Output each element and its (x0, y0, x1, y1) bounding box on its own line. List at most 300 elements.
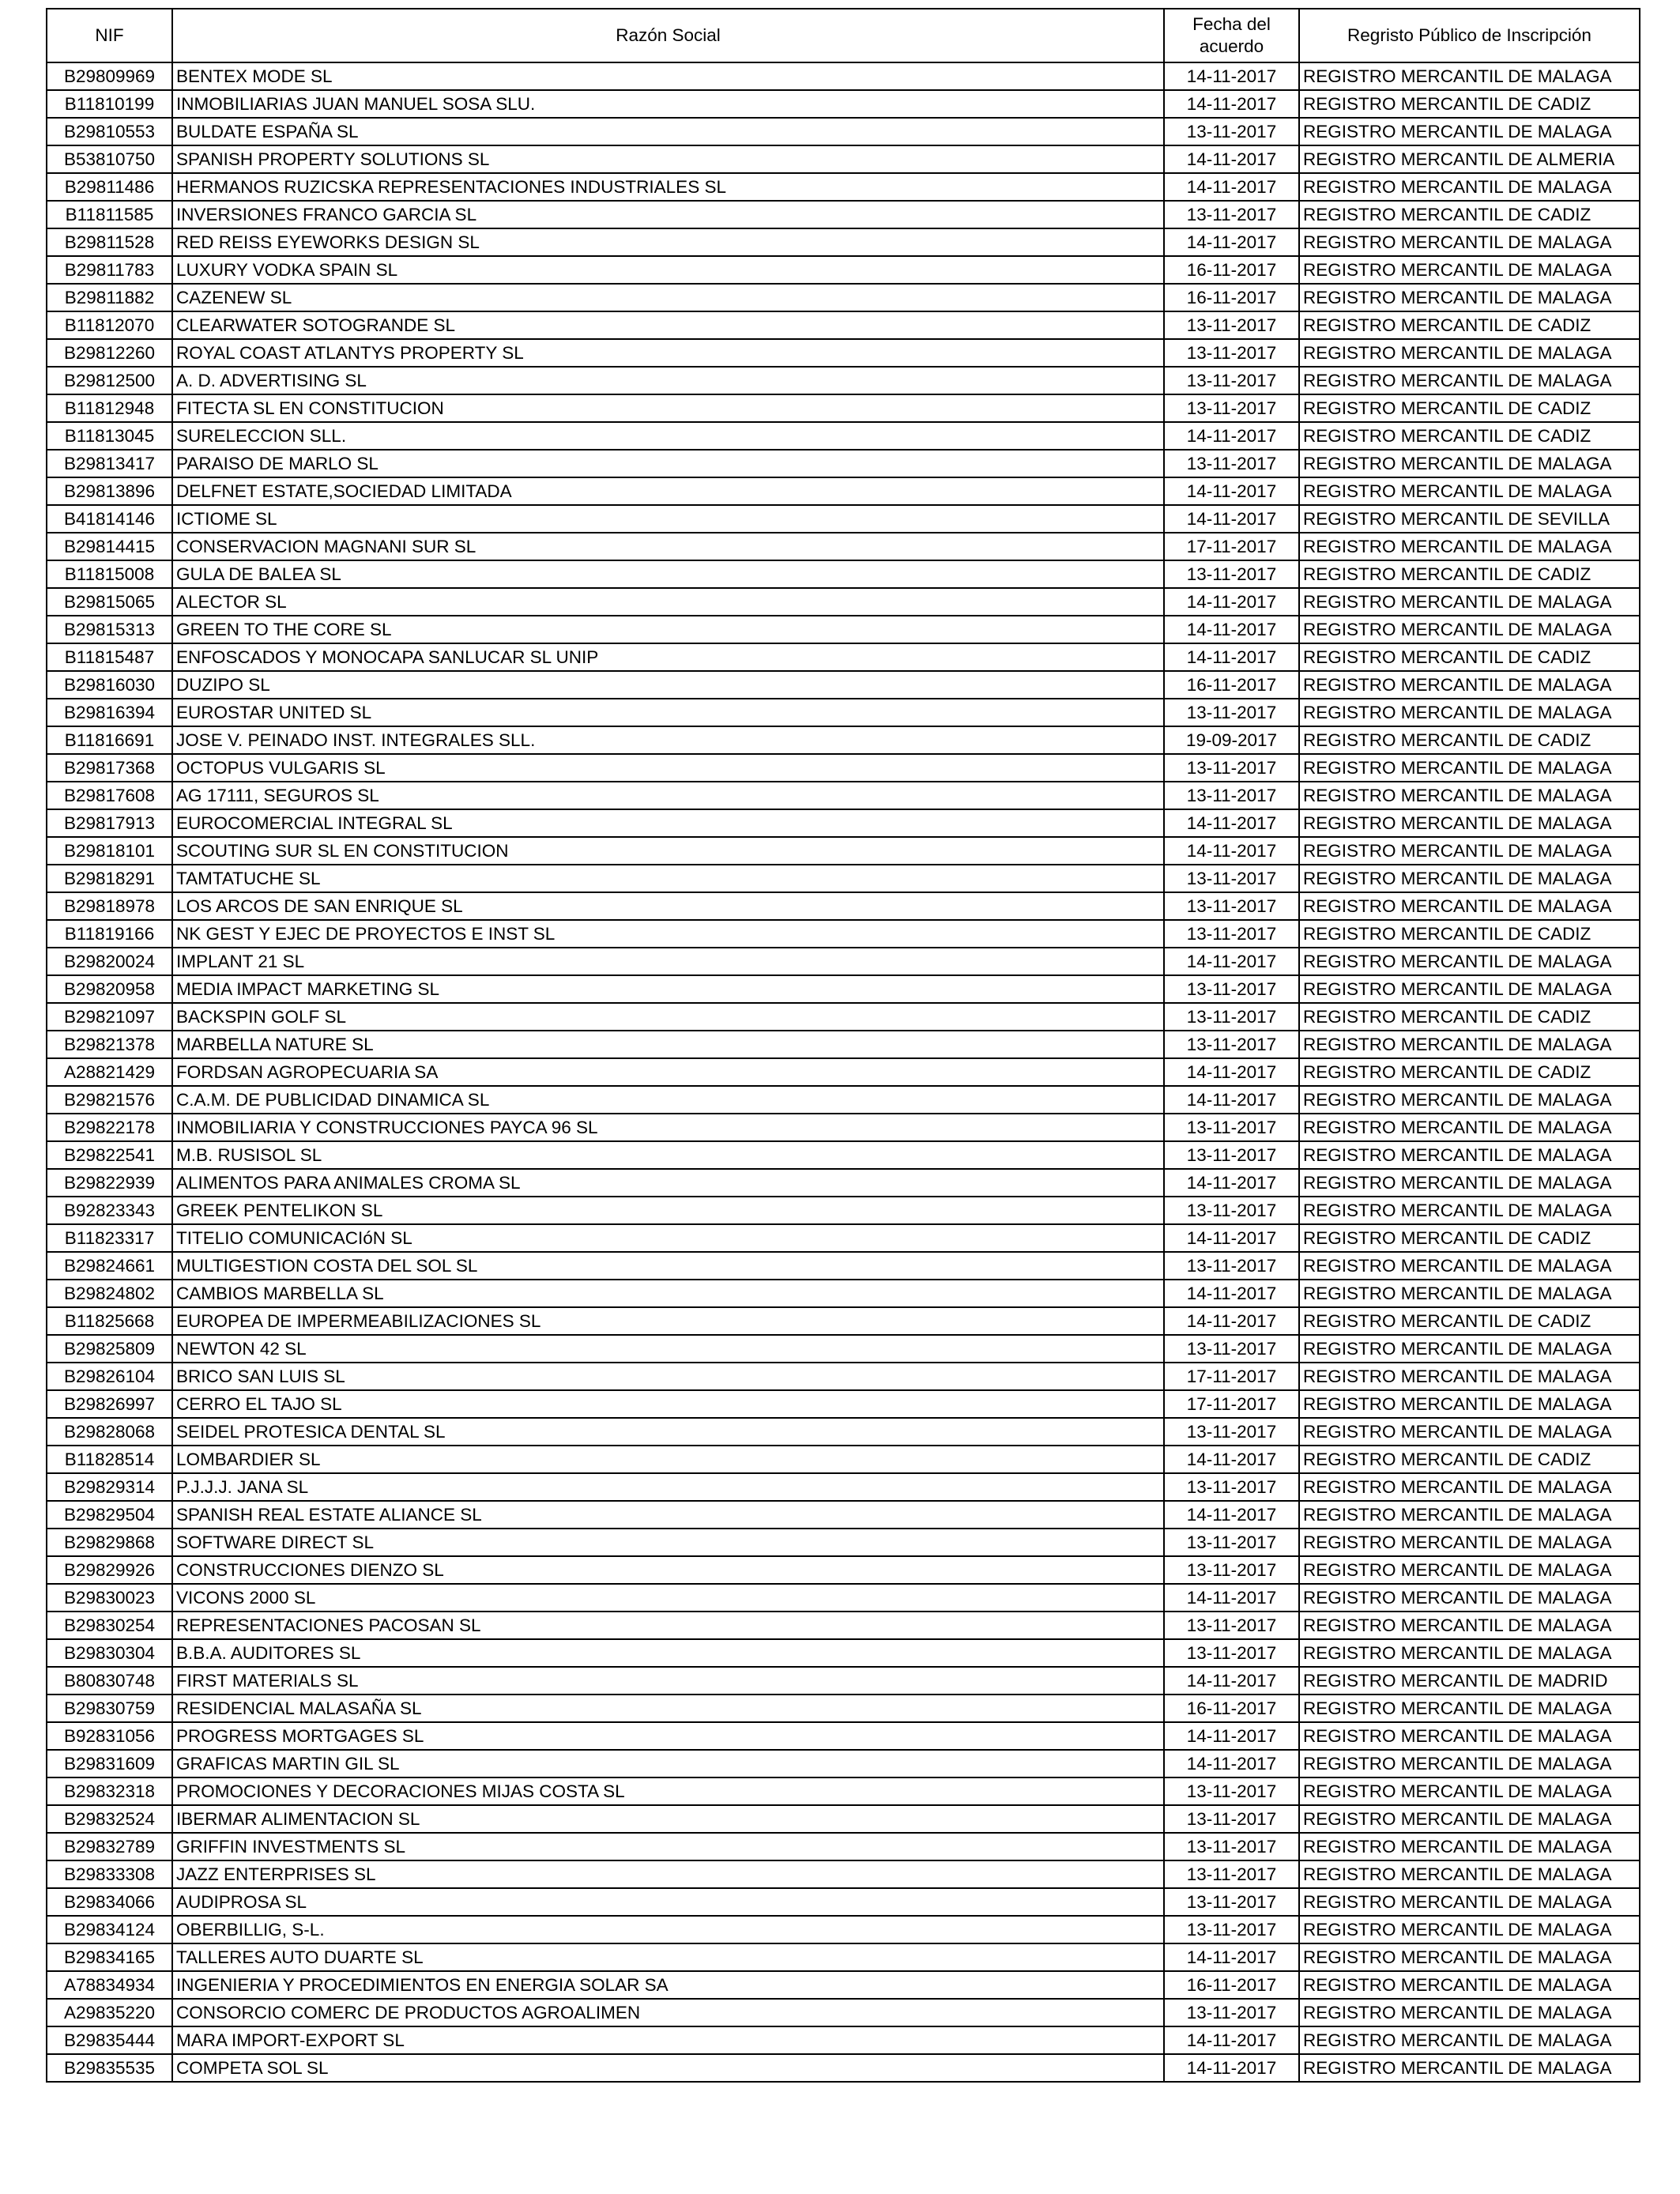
header-fecha: Fecha del acuerdo (1164, 9, 1299, 62)
table-row (47, 284, 1640, 311)
razon-social-cell: OBERBILLIG, S-L. (172, 1916, 1164, 1943)
table-row (47, 920, 1640, 948)
razon-social-cell: REPRESENTACIONES PACOSAN SL (172, 1612, 1164, 1639)
registro-cell: REGISTRO MERCANTIL DE MALAGA (1299, 892, 1640, 920)
fecha-cell: 14-11-2017 (1164, 145, 1299, 173)
registro-cell: REGISTRO MERCANTIL DE MALAGA (1299, 339, 1640, 367)
razon-social-cell: GRAFICAS MARTIN GIL SL (172, 1750, 1164, 1777)
table-row (47, 892, 1640, 920)
razon-social-cell: DUZIPO SL (172, 671, 1164, 699)
nif-cell: B29815065 (47, 588, 172, 616)
table-row (47, 1667, 1640, 1695)
nif-cell: B11815008 (47, 560, 172, 588)
fecha-cell: 14-11-2017 (1164, 1584, 1299, 1612)
nif-cell: B29816030 (47, 671, 172, 699)
fecha-cell: 14-11-2017 (1164, 1501, 1299, 1529)
fecha-cell: 14-11-2017 (1164, 2026, 1299, 2054)
nif-cell: B29834165 (47, 1943, 172, 1971)
razon-social-cell: FIRST MATERIALS SL (172, 1667, 1164, 1695)
nif-cell: A28821429 (47, 1058, 172, 1086)
razon-social-cell: ALECTOR SL (172, 588, 1164, 616)
nif-cell: B29811528 (47, 228, 172, 256)
fecha-cell: 13-11-2017 (1164, 975, 1299, 1003)
table-row (47, 1999, 1640, 2026)
table-row (47, 616, 1640, 643)
registro-cell: REGISTRO MERCANTIL DE MALAGA (1299, 1086, 1640, 1114)
razon-social-cell: LUXURY VODKA SPAIN SL (172, 256, 1164, 284)
razon-social-cell: MARBELLA NATURE SL (172, 1031, 1164, 1058)
registro-cell: REGISTRO MERCANTIL DE MALAGA (1299, 1860, 1640, 1888)
razon-social-cell: CLEARWATER SOTOGRANDE SL (172, 311, 1164, 339)
registro-cell: REGISTRO MERCANTIL DE MALAGA (1299, 2026, 1640, 2054)
razon-social-cell: INGENIERIA Y PROCEDIMIENTOS EN ENERGIA SOLAR SA (172, 1971, 1164, 1999)
fecha-cell: 14-11-2017 (1164, 837, 1299, 865)
fecha-cell: 13-11-2017 (1164, 118, 1299, 145)
table-row (47, 477, 1640, 505)
nif-cell: B29828068 (47, 1418, 172, 1446)
fecha-cell: 13-11-2017 (1164, 1141, 1299, 1169)
razon-social-cell: BACKSPIN GOLF SL (172, 1003, 1164, 1031)
razon-social-cell: LOS ARCOS DE SAN ENRIQUE SL (172, 892, 1164, 920)
fecha-cell: 14-11-2017 (1164, 505, 1299, 533)
table-header (47, 9, 1640, 62)
registro-cell: REGISTRO MERCANTIL DE CADIZ (1299, 394, 1640, 422)
header-row (47, 9, 1640, 62)
fecha-cell: 16-11-2017 (1164, 256, 1299, 284)
nif-cell: B29822939 (47, 1169, 172, 1197)
table-row (47, 1446, 1640, 1473)
nif-cell: B29811882 (47, 284, 172, 311)
table-row (47, 1777, 1640, 1805)
registro-cell: REGISTRO MERCANTIL DE MALAGA (1299, 1805, 1640, 1833)
registro-cell: REGISTRO MERCANTIL DE MALAGA (1299, 1750, 1640, 1777)
table-row (47, 118, 1640, 145)
table-row (47, 1473, 1640, 1501)
registro-cell: REGISTRO MERCANTIL DE MALAGA (1299, 1722, 1640, 1750)
table-row (47, 560, 1640, 588)
fecha-cell: 13-11-2017 (1164, 1777, 1299, 1805)
fecha-cell: 13-11-2017 (1164, 1529, 1299, 1556)
registro-cell: REGISTRO MERCANTIL DE MALAGA (1299, 1612, 1640, 1639)
registro-cell: REGISTRO MERCANTIL DE MALAGA (1299, 754, 1640, 782)
table-row (47, 1224, 1640, 1252)
table-row (47, 726, 1640, 754)
nif-cell: B29820024 (47, 948, 172, 975)
table-row (47, 1695, 1640, 1722)
registro-cell: REGISTRO MERCANTIL DE CADIZ (1299, 1003, 1640, 1031)
razon-social-cell: GREEK PENTELIKON SL (172, 1197, 1164, 1224)
fecha-cell: 13-11-2017 (1164, 339, 1299, 367)
nif-cell: B11828514 (47, 1446, 172, 1473)
table-row (47, 145, 1640, 173)
table-row (47, 311, 1640, 339)
registro-cell: REGISTRO MERCANTIL DE MALAGA (1299, 284, 1640, 311)
table-row (47, 1529, 1640, 1556)
razon-social-cell: ENFOSCADOS Y MONOCAPA SANLUCAR SL UNIP (172, 643, 1164, 671)
razon-social-cell: OCTOPUS VULGARIS SL (172, 754, 1164, 782)
razon-social-cell: SPANISH PROPERTY SOLUTIONS SL (172, 145, 1164, 173)
fecha-cell: 13-11-2017 (1164, 450, 1299, 477)
fecha-cell: 14-11-2017 (1164, 1750, 1299, 1777)
nif-cell: B29834124 (47, 1916, 172, 1943)
registro-cell: REGISTRO MERCANTIL DE MALAGA (1299, 809, 1640, 837)
registro-cell: REGISTRO MERCANTIL DE MALAGA (1299, 1141, 1640, 1169)
nif-cell: B29833308 (47, 1860, 172, 1888)
nif-cell: B29816394 (47, 699, 172, 726)
registro-cell: REGISTRO MERCANTIL DE MALAGA (1299, 1529, 1640, 1556)
nif-cell: B29830254 (47, 1612, 172, 1639)
nif-cell: B11813045 (47, 422, 172, 450)
fecha-cell: 14-11-2017 (1164, 2054, 1299, 2082)
fecha-cell: 14-11-2017 (1164, 1667, 1299, 1695)
registro-cell: REGISTRO MERCANTIL DE MALAGA (1299, 1418, 1640, 1446)
razon-social-cell: TITELIO COMUNICACIóN SL (172, 1224, 1164, 1252)
razon-social-cell: P.J.J.J. JANA SL (172, 1473, 1164, 1501)
table-row (47, 1307, 1640, 1335)
fecha-cell: 19-09-2017 (1164, 726, 1299, 754)
table-row (47, 394, 1640, 422)
table-row (47, 1086, 1640, 1114)
razon-social-cell: FITECTA SL EN CONSTITUCION (172, 394, 1164, 422)
fecha-cell: 14-11-2017 (1164, 422, 1299, 450)
table-row (47, 837, 1640, 865)
registro-cell: REGISTRO MERCANTIL DE MALAGA (1299, 975, 1640, 1003)
razon-social-cell: CONSTRUCCIONES DIENZO SL (172, 1556, 1164, 1584)
fecha-cell: 13-11-2017 (1164, 394, 1299, 422)
table-row (47, 975, 1640, 1003)
table-row (47, 228, 1640, 256)
nif-cell: B29835535 (47, 2054, 172, 2082)
fecha-cell: 16-11-2017 (1164, 1695, 1299, 1722)
razon-social-cell: RED REISS EYEWORKS DESIGN SL (172, 228, 1164, 256)
fecha-cell: 14-11-2017 (1164, 62, 1299, 90)
table-row (47, 948, 1640, 975)
razon-social-cell: GRIFFIN INVESTMENTS SL (172, 1833, 1164, 1860)
razon-social-cell: NEWTON 42 SL (172, 1335, 1164, 1363)
fecha-cell: 14-11-2017 (1164, 616, 1299, 643)
nif-cell: B29818978 (47, 892, 172, 920)
fecha-cell: 13-11-2017 (1164, 920, 1299, 948)
nif-cell: B29835444 (47, 2026, 172, 2054)
registro-cell: REGISTRO MERCANTIL DE CADIZ (1299, 920, 1640, 948)
fecha-cell: 13-11-2017 (1164, 1418, 1299, 1446)
razon-social-cell: CONSORCIO COMERC DE PRODUCTOS AGROALIMEN (172, 1999, 1164, 2026)
registro-cell: REGISTRO MERCANTIL DE MALAGA (1299, 1363, 1640, 1390)
table-row (47, 201, 1640, 228)
table-row (47, 754, 1640, 782)
nif-cell: B29826997 (47, 1390, 172, 1418)
fecha-cell: 13-11-2017 (1164, 1556, 1299, 1584)
fecha-cell: 13-11-2017 (1164, 1335, 1299, 1363)
registro-cell: REGISTRO MERCANTIL DE CADIZ (1299, 201, 1640, 228)
registro-cell: REGISTRO MERCANTIL DE MALAGA (1299, 173, 1640, 201)
registro-cell: REGISTRO MERCANTIL DE MALAGA (1299, 256, 1640, 284)
fecha-cell: 13-11-2017 (1164, 1860, 1299, 1888)
table-row (47, 2054, 1640, 2082)
razon-social-cell: AUDIPROSA SL (172, 1888, 1164, 1916)
fecha-cell: 14-11-2017 (1164, 643, 1299, 671)
header-nif: NIF (47, 9, 172, 62)
nif-cell: B29811783 (47, 256, 172, 284)
nif-cell: B29834066 (47, 1888, 172, 1916)
fecha-cell: 13-11-2017 (1164, 892, 1299, 920)
registro-cell: REGISTRO MERCANTIL DE MALAGA (1299, 1971, 1640, 1999)
razon-social-cell: MEDIA IMPACT MARKETING SL (172, 975, 1164, 1003)
fecha-cell: 14-11-2017 (1164, 228, 1299, 256)
registro-cell: REGISTRO MERCANTIL DE MALAGA (1299, 2054, 1640, 2082)
razon-social-cell: SCOUTING SUR SL EN CONSTITUCION (172, 837, 1164, 865)
nif-cell: B11812948 (47, 394, 172, 422)
nif-cell: B11811585 (47, 201, 172, 228)
registro-cell: REGISTRO MERCANTIL DE MADRID (1299, 1667, 1640, 1695)
fecha-cell: 14-11-2017 (1164, 809, 1299, 837)
nif-cell: B29820958 (47, 975, 172, 1003)
nif-cell: B29829314 (47, 1473, 172, 1501)
nif-cell: B11825668 (47, 1307, 172, 1335)
table-row (47, 1363, 1640, 1390)
nif-cell: B29810553 (47, 118, 172, 145)
fecha-cell: 13-11-2017 (1164, 1639, 1299, 1667)
table-row (47, 1833, 1640, 1860)
nif-cell: B29831609 (47, 1750, 172, 1777)
registro-cell: REGISTRO MERCANTIL DE MALAGA (1299, 1197, 1640, 1224)
nif-cell: B29822178 (47, 1114, 172, 1141)
razon-social-cell: PROMOCIONES Y DECORACIONES MIJAS COSTA SL (172, 1777, 1164, 1805)
razon-social-cell: CERRO EL TAJO SL (172, 1390, 1164, 1418)
nif-cell: B29832524 (47, 1805, 172, 1833)
razon-social-cell: ROYAL COAST ATLANTYS PROPERTY SL (172, 339, 1164, 367)
registro-cell: REGISTRO MERCANTIL DE MALAGA (1299, 1169, 1640, 1197)
nif-cell: B29829868 (47, 1529, 172, 1556)
razon-social-cell: INVERSIONES FRANCO GARCIA SL (172, 201, 1164, 228)
fecha-cell: 14-11-2017 (1164, 1943, 1299, 1971)
razon-social-cell: HERMANOS RUZICSKA REPRESENTACIONES INDUSTRIALES SL (172, 173, 1164, 201)
table-row (47, 1141, 1640, 1169)
nif-cell: B29811486 (47, 173, 172, 201)
table-row (47, 643, 1640, 671)
fecha-cell: 14-11-2017 (1164, 477, 1299, 505)
fecha-cell: 13-11-2017 (1164, 699, 1299, 726)
table-row (47, 1916, 1640, 1943)
fecha-cell: 16-11-2017 (1164, 1971, 1299, 1999)
registro-cell: REGISTRO MERCANTIL DE MALAGA (1299, 1252, 1640, 1280)
razon-social-cell: NK GEST Y EJEC DE PROYECTOS E INST SL (172, 920, 1164, 948)
registro-cell: REGISTRO MERCANTIL DE MALAGA (1299, 1833, 1640, 1860)
razon-social-cell: BRICO SAN LUIS SL (172, 1363, 1164, 1390)
registro-cell: REGISTRO MERCANTIL DE MALAGA (1299, 477, 1640, 505)
registro-cell: REGISTRO MERCANTIL DE CADIZ (1299, 1307, 1640, 1335)
nif-cell: B29821378 (47, 1031, 172, 1058)
razon-social-cell: EUROPEA DE IMPERMEABILIZACIONES SL (172, 1307, 1164, 1335)
nif-cell: B41814146 (47, 505, 172, 533)
table-row (47, 1390, 1640, 1418)
fecha-cell: 13-11-2017 (1164, 1473, 1299, 1501)
registro-cell: REGISTRO MERCANTIL DE MALAGA (1299, 533, 1640, 560)
fecha-cell: 13-11-2017 (1164, 865, 1299, 892)
fecha-cell: 16-11-2017 (1164, 671, 1299, 699)
razon-social-cell: JOSE V. PEINADO INST. INTEGRALES SLL. (172, 726, 1164, 754)
nif-cell: B29817913 (47, 809, 172, 837)
fecha-cell: 17-11-2017 (1164, 1390, 1299, 1418)
nif-cell: B92831056 (47, 1722, 172, 1750)
nif-cell: B29830759 (47, 1695, 172, 1722)
nif-cell: B29824661 (47, 1252, 172, 1280)
fecha-cell: 14-11-2017 (1164, 90, 1299, 118)
table-row (47, 1722, 1640, 1750)
fecha-cell: 14-11-2017 (1164, 1446, 1299, 1473)
nif-cell: B11816691 (47, 726, 172, 754)
nif-cell: A29835220 (47, 1999, 172, 2026)
table-row (47, 422, 1640, 450)
registro-cell: REGISTRO MERCANTIL DE MALAGA (1299, 1114, 1640, 1141)
fecha-cell: 14-11-2017 (1164, 1169, 1299, 1197)
table-row (47, 671, 1640, 699)
razon-social-cell: EUROCOMERCIAL INTEGRAL SL (172, 809, 1164, 837)
razon-social-cell: IMPLANT 21 SL (172, 948, 1164, 975)
nif-cell: B11810199 (47, 90, 172, 118)
razon-social-cell: GREEN TO THE CORE SL (172, 616, 1164, 643)
nif-cell: B29830023 (47, 1584, 172, 1612)
registro-cell: REGISTRO MERCANTIL DE MALAGA (1299, 1777, 1640, 1805)
table-row (47, 809, 1640, 837)
razon-social-cell: COMPETA SOL SL (172, 2054, 1164, 2082)
registro-cell: REGISTRO MERCANTIL DE MALAGA (1299, 1695, 1640, 1722)
nif-cell: B29825809 (47, 1335, 172, 1363)
razon-social-cell: A. D. ADVERTISING SL (172, 367, 1164, 394)
table-row (47, 588, 1640, 616)
table-row (47, 699, 1640, 726)
razon-social-cell: CAZENEW SL (172, 284, 1164, 311)
header-registro: Regristo Público de Inscripción (1299, 9, 1640, 62)
razon-social-cell: SPANISH REAL ESTATE ALIANCE SL (172, 1501, 1164, 1529)
fecha-cell: 13-11-2017 (1164, 1999, 1299, 2026)
table-row (47, 2026, 1640, 2054)
fecha-cell: 14-11-2017 (1164, 173, 1299, 201)
razon-social-cell: MARA IMPORT-EXPORT SL (172, 2026, 1164, 2054)
table-row (47, 1943, 1640, 1971)
fecha-cell: 14-11-2017 (1164, 1280, 1299, 1307)
fecha-cell: 13-11-2017 (1164, 1805, 1299, 1833)
table-row (47, 1584, 1640, 1612)
fecha-cell: 13-11-2017 (1164, 201, 1299, 228)
registro-cell: REGISTRO MERCANTIL DE MALAGA (1299, 837, 1640, 865)
table-row (47, 1169, 1640, 1197)
nif-cell: B29815313 (47, 616, 172, 643)
registro-cell: REGISTRO MERCANTIL DE MALAGA (1299, 118, 1640, 145)
table-body (47, 62, 1640, 2082)
registro-cell: REGISTRO MERCANTIL DE MALAGA (1299, 948, 1640, 975)
registro-cell: REGISTRO MERCANTIL DE MALAGA (1299, 1473, 1640, 1501)
nif-cell: B29818101 (47, 837, 172, 865)
razon-social-cell: M.B. RUSISOL SL (172, 1141, 1164, 1169)
razon-social-cell: CONSERVACION MAGNANI SUR SL (172, 533, 1164, 560)
fecha-cell: 13-11-2017 (1164, 1031, 1299, 1058)
table-row (47, 1860, 1640, 1888)
registro-cell: REGISTRO MERCANTIL DE MALAGA (1299, 1280, 1640, 1307)
registry-table (46, 8, 1640, 2083)
table-row (47, 865, 1640, 892)
nif-cell: B80830748 (47, 1667, 172, 1695)
nif-cell: B92823343 (47, 1197, 172, 1224)
table-row (47, 367, 1640, 394)
registro-cell: REGISTRO MERCANTIL DE ALMERIA (1299, 145, 1640, 173)
table-row (47, 782, 1640, 809)
table-row (47, 1197, 1640, 1224)
nif-cell: B29813417 (47, 450, 172, 477)
razon-social-cell: TAMTATUCHE SL (172, 865, 1164, 892)
registro-cell: REGISTRO MERCANTIL DE MALAGA (1299, 228, 1640, 256)
table-row (47, 256, 1640, 284)
table-row (47, 1280, 1640, 1307)
razon-social-cell: BULDATE ESPAÑA SL (172, 118, 1164, 145)
razon-social-cell: RESIDENCIAL MALASAÑA SL (172, 1695, 1164, 1722)
fecha-cell: 14-11-2017 (1164, 1722, 1299, 1750)
table-row (47, 1031, 1640, 1058)
registro-cell: REGISTRO MERCANTIL DE SEVILLA (1299, 505, 1640, 533)
fecha-cell: 17-11-2017 (1164, 1363, 1299, 1390)
table-row (47, 1750, 1640, 1777)
fecha-cell: 13-11-2017 (1164, 1197, 1299, 1224)
fecha-cell: 16-11-2017 (1164, 284, 1299, 311)
fecha-cell: 13-11-2017 (1164, 560, 1299, 588)
razon-social-cell: INMOBILIARIAS JUAN MANUEL SOSA SLU. (172, 90, 1164, 118)
nif-cell: B29821576 (47, 1086, 172, 1114)
fecha-cell: 14-11-2017 (1164, 1086, 1299, 1114)
nif-cell: B29812500 (47, 367, 172, 394)
nif-cell: B29824802 (47, 1280, 172, 1307)
fecha-cell: 13-11-2017 (1164, 1888, 1299, 1916)
registro-cell: REGISTRO MERCANTIL DE MALAGA (1299, 1943, 1640, 1971)
nif-cell: B29832789 (47, 1833, 172, 1860)
fecha-cell: 13-11-2017 (1164, 367, 1299, 394)
table-row (47, 1058, 1640, 1086)
table-row (47, 1501, 1640, 1529)
nif-cell: B29826104 (47, 1363, 172, 1390)
table-row (47, 533, 1640, 560)
fecha-cell: 13-11-2017 (1164, 1003, 1299, 1031)
nif-cell: B11812070 (47, 311, 172, 339)
nif-cell: B29814415 (47, 533, 172, 560)
header-razon-social: Razón Social (172, 9, 1164, 62)
razon-social-cell: INMOBILIARIA Y CONSTRUCCIONES PAYCA 96 SL (172, 1114, 1164, 1141)
registro-cell: REGISTRO MERCANTIL DE MALAGA (1299, 699, 1640, 726)
fecha-cell: 13-11-2017 (1164, 1612, 1299, 1639)
registro-cell: REGISTRO MERCANTIL DE MALAGA (1299, 367, 1640, 394)
fecha-cell: 13-11-2017 (1164, 1252, 1299, 1280)
registro-cell: REGISTRO MERCANTIL DE MALAGA (1299, 450, 1640, 477)
nif-cell: B29832318 (47, 1777, 172, 1805)
razon-social-cell: VICONS 2000 SL (172, 1584, 1164, 1612)
razon-social-cell: ICTIOME SL (172, 505, 1164, 533)
registro-cell: REGISTRO MERCANTIL DE MALAGA (1299, 865, 1640, 892)
razon-social-cell: MULTIGESTION COSTA DEL SOL SL (172, 1252, 1164, 1280)
table-row (47, 1888, 1640, 1916)
razon-social-cell: DELFNET ESTATE,SOCIEDAD LIMITADA (172, 477, 1164, 505)
table-row (47, 1805, 1640, 1833)
registro-cell: REGISTRO MERCANTIL DE CADIZ (1299, 311, 1640, 339)
razon-social-cell: AG 17111, SEGUROS SL (172, 782, 1164, 809)
razon-social-cell: TALLERES AUTO DUARTE SL (172, 1943, 1164, 1971)
razon-social-cell: SOFTWARE DIRECT SL (172, 1529, 1164, 1556)
fecha-cell: 13-11-2017 (1164, 782, 1299, 809)
nif-cell: B11819166 (47, 920, 172, 948)
fecha-cell: 17-11-2017 (1164, 533, 1299, 560)
registro-cell: REGISTRO MERCANTIL DE MALAGA (1299, 62, 1640, 90)
fecha-cell: 13-11-2017 (1164, 1833, 1299, 1860)
registro-cell: REGISTRO MERCANTIL DE MALAGA (1299, 1888, 1640, 1916)
registro-cell: REGISTRO MERCANTIL DE MALAGA (1299, 1390, 1640, 1418)
nif-cell: B29821097 (47, 1003, 172, 1031)
